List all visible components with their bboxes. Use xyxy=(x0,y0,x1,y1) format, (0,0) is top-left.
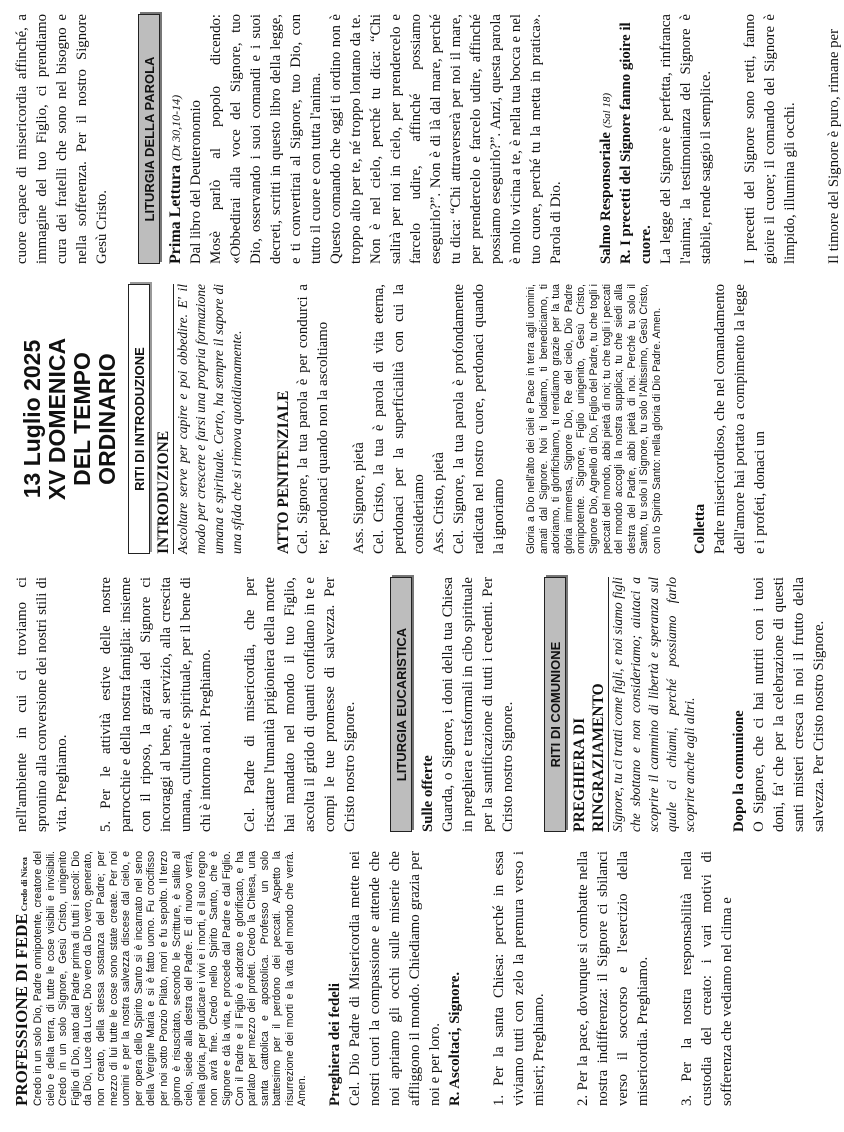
penitential-3: Cel. Signore, la tua parola è profondamente radicata nel nostro cuore, perdonaci quando la ignoriamo xyxy=(451,284,507,554)
prima-lettura-ref: (Dt 30,10-14) xyxy=(169,94,183,161)
preghiera-fedeli-intro: Cel. Dio Padre di Misericordia mette nei nostri cuori la compassione e attende che noi apriamo gli occhi sulle miserie che affliggono il mondo. Chiediamo grazia per noi e per loro. xyxy=(347,851,444,1106)
dopo-comunione-text: O Signore, che ci hai nutriti con i tuoi doni, fa' che per la celebrazione di questi santi misteri cresca in noi il frutto della salvezza. Per Cristo nostro Signore. xyxy=(751,577,827,832)
offerte-text: Guarda, o Signore, i doni della tua Chiesa in preghiera e trasformali in cibo spirituale per la santificazione di tutti i credenti. Per Cristo nostro Signore. xyxy=(440,577,516,832)
salmo-strofa-1: La legge del Signore è perfetta, rinfranca l'anima; la testimonianza del Signore è stabile, rende saggio il semplice. xyxy=(658,14,714,264)
prima-lettura-title: Prima Lettura xyxy=(167,164,184,264)
tempo-title: DEL TEMPO ORDINARIO xyxy=(69,352,120,486)
atto-penitenziale-title: ATTO PENITENZIALE xyxy=(275,390,292,554)
dopo-comunione-title: Dopo la comunione xyxy=(731,710,747,832)
introduzione-title: INTRODUZIONE xyxy=(154,284,174,554)
salmo-strofa-3: Il timore del Signore è puro, rimane per xyxy=(826,28,842,264)
penitential-response-2: Ass. Cristo, pietà xyxy=(431,452,447,554)
intention-5: 5. Per le attività estive delle nostre parrocchie e della nostra famiglia: insieme con il riposo, la grazia del Signore ci incoraggi al bene, al servizio, alla crescita umana, culturale e spirituale, per il bene di chi è intorno a noi. Preghiamo. xyxy=(98,577,214,832)
preghiera-fedeli-title: Preghiera dei fedeli xyxy=(327,983,344,1106)
intention-4-continued: nell'ambiente in cui ci troviamo ci spronino alla conversione dei nostri stili di vita. Preghiamo. xyxy=(14,577,70,832)
professione-heading xyxy=(12,851,32,1106)
colletta-text: Padre misericordioso, che nel comandamento dell'amore hai portato a compimento la legge e i profeti, donaci un xyxy=(711,284,768,554)
salmo-heading xyxy=(596,14,616,264)
prima-lettura-text-2: Questo comando che oggi ti ordino non è troppo alto per te, né troppo lontano da te. Non è nel cielo, perché tu dica: “Chi salirà per noi in cielo, per prendercelo e farcelo udire, affinché possiamo eseguirlo?”. Non è di là dal mare, perché tu dica: “Chi attraverserà per noi il mare, per prendercelo e farcelo udire, affinché possiamo eseguirlo?”. Anzi, questa parola è molto vicina a te, è nella tua bocca e nel tuo cuore, perché tu la metta in pratica». Parola di Dio. xyxy=(328,14,564,264)
penitential-1: Cel. Signore, la tua parola è per condurci a te; perdonaci quando non la ascoltiamo xyxy=(295,284,331,554)
intention-1: 1. Per la santa Chiesa: perché in essa viviamo tutti con zelo la premura verso i miseri; Preghiamo. xyxy=(491,851,548,1106)
banner-riti-introduzione: RITI DI INTRODUZIONE xyxy=(128,284,150,554)
column-3 xyxy=(0,284,800,554)
penitential-response-1: Ass. Signore, pietà xyxy=(351,442,367,554)
date-title: 13 Luglio 2025 xyxy=(19,339,45,499)
salmo-strofa-2: I precetti del Signore sono retti, fanno gioire il cuore; il comando del Signore è limpido, illumina gli occhi. xyxy=(742,14,798,264)
professione-subtitle: Credo di Nicea xyxy=(19,857,29,912)
domenica-title: XV DOMENICA xyxy=(44,337,70,501)
prima-lettura-text-1: Mosè parlò al popolo dicendo: «Obbedirai alla voce del Signore, tuo Dio, osservando i suoi comandi e i suoi decreti, scritti in questo libro della legge, e ti convertirai al Signore, tuo Dio, con tutto il cuore e con tutta l'anima. xyxy=(208,14,324,264)
column-4 xyxy=(0,14,842,264)
banner-liturgia-eucaristica: LITURGIA EUCARISTICA xyxy=(390,577,412,832)
ringraziamento-title: PREGHIERA DI RINGRAZIAMENTO xyxy=(570,577,609,832)
colletta-title: Colletta xyxy=(691,503,708,554)
professione-title: PROFESSIONE DI FEDE xyxy=(12,913,31,1106)
prima-lettura-source: Dal libro del Deuteronomio xyxy=(188,100,204,264)
response-line: R. Ascoltaci, Signore. xyxy=(447,971,464,1106)
offerte-title: Sulle offerte xyxy=(420,755,436,832)
credo-text: Credo in un solo Dio, Padre onnipotente, creatore del cielo e della terra, di tutte le cose visibili e invisibili. Credo in un solo Signore, Gesù Cristo, unigenito Figlio di Dio, nato dal Padre prima di tutti i secoli: Dio da Dio, Luce da Luce, Dio vero da Dio vero, generato, non creato, della stessa sostanza del Padre; per mezzo di lui tutte le cose sono state create. Per noi uomini e per la nostra salvezza discese dal cielo, e per opera dello Spirito Santo si è incarnato nel seno della Vergine Maria e si è fatto uomo. Fu crocifisso per noi sotto Ponzio Pilato, morì e fu sepolto. Il terzo giorno è risuscitato, secondo le Scritture, è salito al cielo, siede alla destra del Padre. E di nuovo verrà, nella gloria, per giudicare i vivi e i morti, e il suo regno non avrà fine. Credo nello Spirito Santo, che è Signore e dà la vita, e procede dal Padre e dal Figlio. Con il Padre e il Figlio è adorato e glorificato, e ha parlato per mezzo dei profeti. Credo la Chiesa, una santa cattolica e apostolica. Professo un solo battesimo per il perdono dei peccati. Aspetto la risurrezione dei morti e la vita del mondo che verrà. Amen. xyxy=(32,851,309,1106)
gloria-text: Gloria a Dio nell'alto dei cieli e Pace in terra agli uomini, amati dal Signore. Noi ti lodiamo, ti benediciamo, ti adoriamo, ti glorifichiamo, ti rendiamo grazie per la tua gloria immensa, Signore Dio, Re del cielo, Dio Padre onnipotente. Signore, Figlio unigenito, Gesù Cristo, Signore Dio, Agnello di Dio, Figlio del Padre, tu che togli i peccati del mondo, abbi pietà di noi; tu che togli i peccati del mondo accogli la nostra supplica; tu che siedi alla destra del Padre, abbi pietà di noi. Perché tu solo il Santo, tu solo il Signore, tu solo l'Altissimo, Gesù Cristo, con lo Spirito Santo: nella gloria di Dio Padre. Amen. xyxy=(525,284,663,554)
banner-liturgia-parola: LITURGIA DELLA PAROLA xyxy=(138,14,160,264)
column-1 xyxy=(0,851,800,1106)
salmo-ref: (Sal 18) xyxy=(601,92,613,129)
column-2 xyxy=(0,577,827,832)
intention-2: 2. Per la pace, dovunque si combatte nella nostra indifferenza: il Signore ci sbilanci verso il soccorso e l'esercizio della misericordia. Preghiamo. xyxy=(575,851,652,1106)
salmo-response: R. I precetti del Signore fanno gioire il cuore. xyxy=(618,22,654,264)
penitential-2: Cel. Cristo, la tua è parola di vita eterna, perdonaci per la superficialità con cui la consideriamo xyxy=(371,284,427,554)
closing-prayer: Cel. Padre di misericordia, che per riscattare l'umanità prigioniera della morte hai mandato nel mondo il tuo Figlio, ascolta il grido di quanti confidano in te e compi le tue promesse di salvezza. Per Cristo nostro Signore. xyxy=(242,577,358,832)
banner-riti-comunione: RITI DI COMUNIONE xyxy=(544,577,566,832)
colletta-continued: cuore capace di misericordia affinché, a immagine del tuo Figlio, ci prendiamo cura dei fratelli che sono nel bisogno e nella sofferenza. Per il nostro Signore Gesù Cristo. xyxy=(14,14,110,264)
ringraziamento-text: Signore, tu ci tratti come figli, e noi siamo figli che sbottano e non consideriamo; aiutaci a scoprire il cammino di libertà e speranza sul quale ci chiami, perché possiamo farlo scoprire anche agli altri. xyxy=(610,577,697,832)
intention-3: 3. Per la nostra responsabilità nella custodia del creato: i vari motivi di sofferenza che vediamo nel clima e xyxy=(679,851,736,1106)
prima-lettura-heading xyxy=(166,14,186,264)
introduzione-text: Ascoltare serve per capire e poi obbedire. E' il modo per crescere e farsi una propria formazione umana e spirituale. Certo, ha sempre il sapore di una sfida che si rimova quotidianamente. xyxy=(175,284,244,554)
salmo-title: Salmo Responsoriale xyxy=(598,132,614,264)
